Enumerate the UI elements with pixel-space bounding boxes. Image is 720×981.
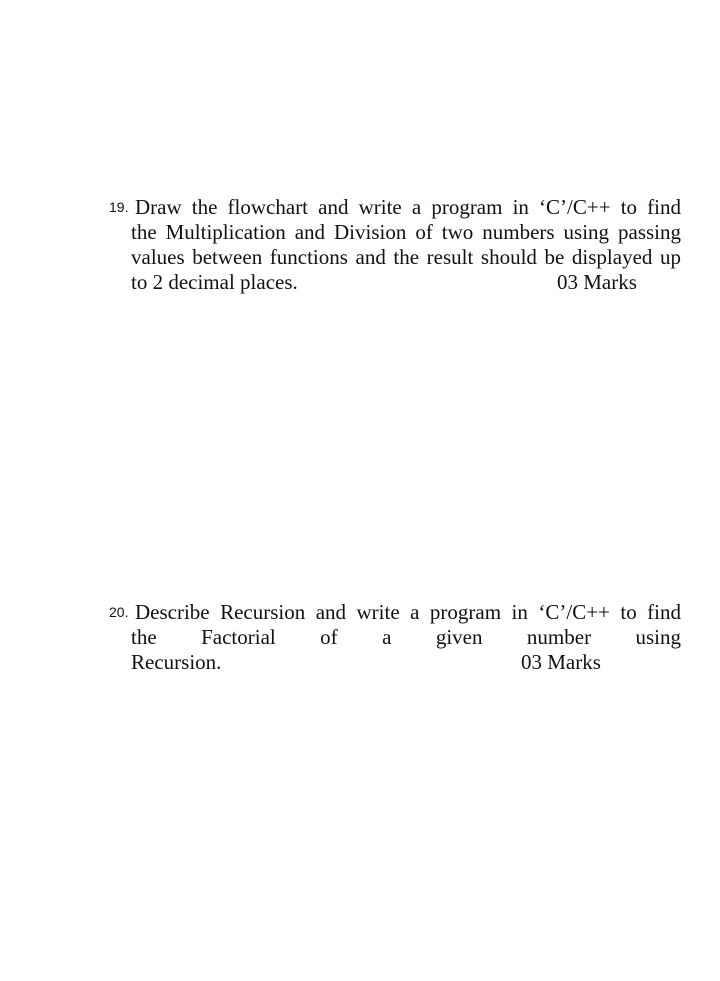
question-text-line: the Factorial of a given number using (131, 625, 681, 649)
question-text-line: Recursion. (131, 650, 222, 674)
question-number: 19. (109, 199, 129, 215)
marks-label: 03 Marks (557, 270, 637, 294)
question-text-line: to 2 decimal places. (131, 270, 298, 294)
question-number: 20. (109, 604, 129, 620)
question-text-line: Draw the flowchart and write a program in ‘C’/C++ to find (135, 195, 681, 219)
marks-label: 03 Marks (521, 650, 601, 674)
question-text-line: Describe Recursion and write a program in ‘C’/C++ to find (135, 600, 681, 624)
question-text-line: the Multiplication and Division of two numbers using passing (131, 220, 681, 244)
question-text-line: values between functions and the result should be displayed up (131, 245, 681, 269)
